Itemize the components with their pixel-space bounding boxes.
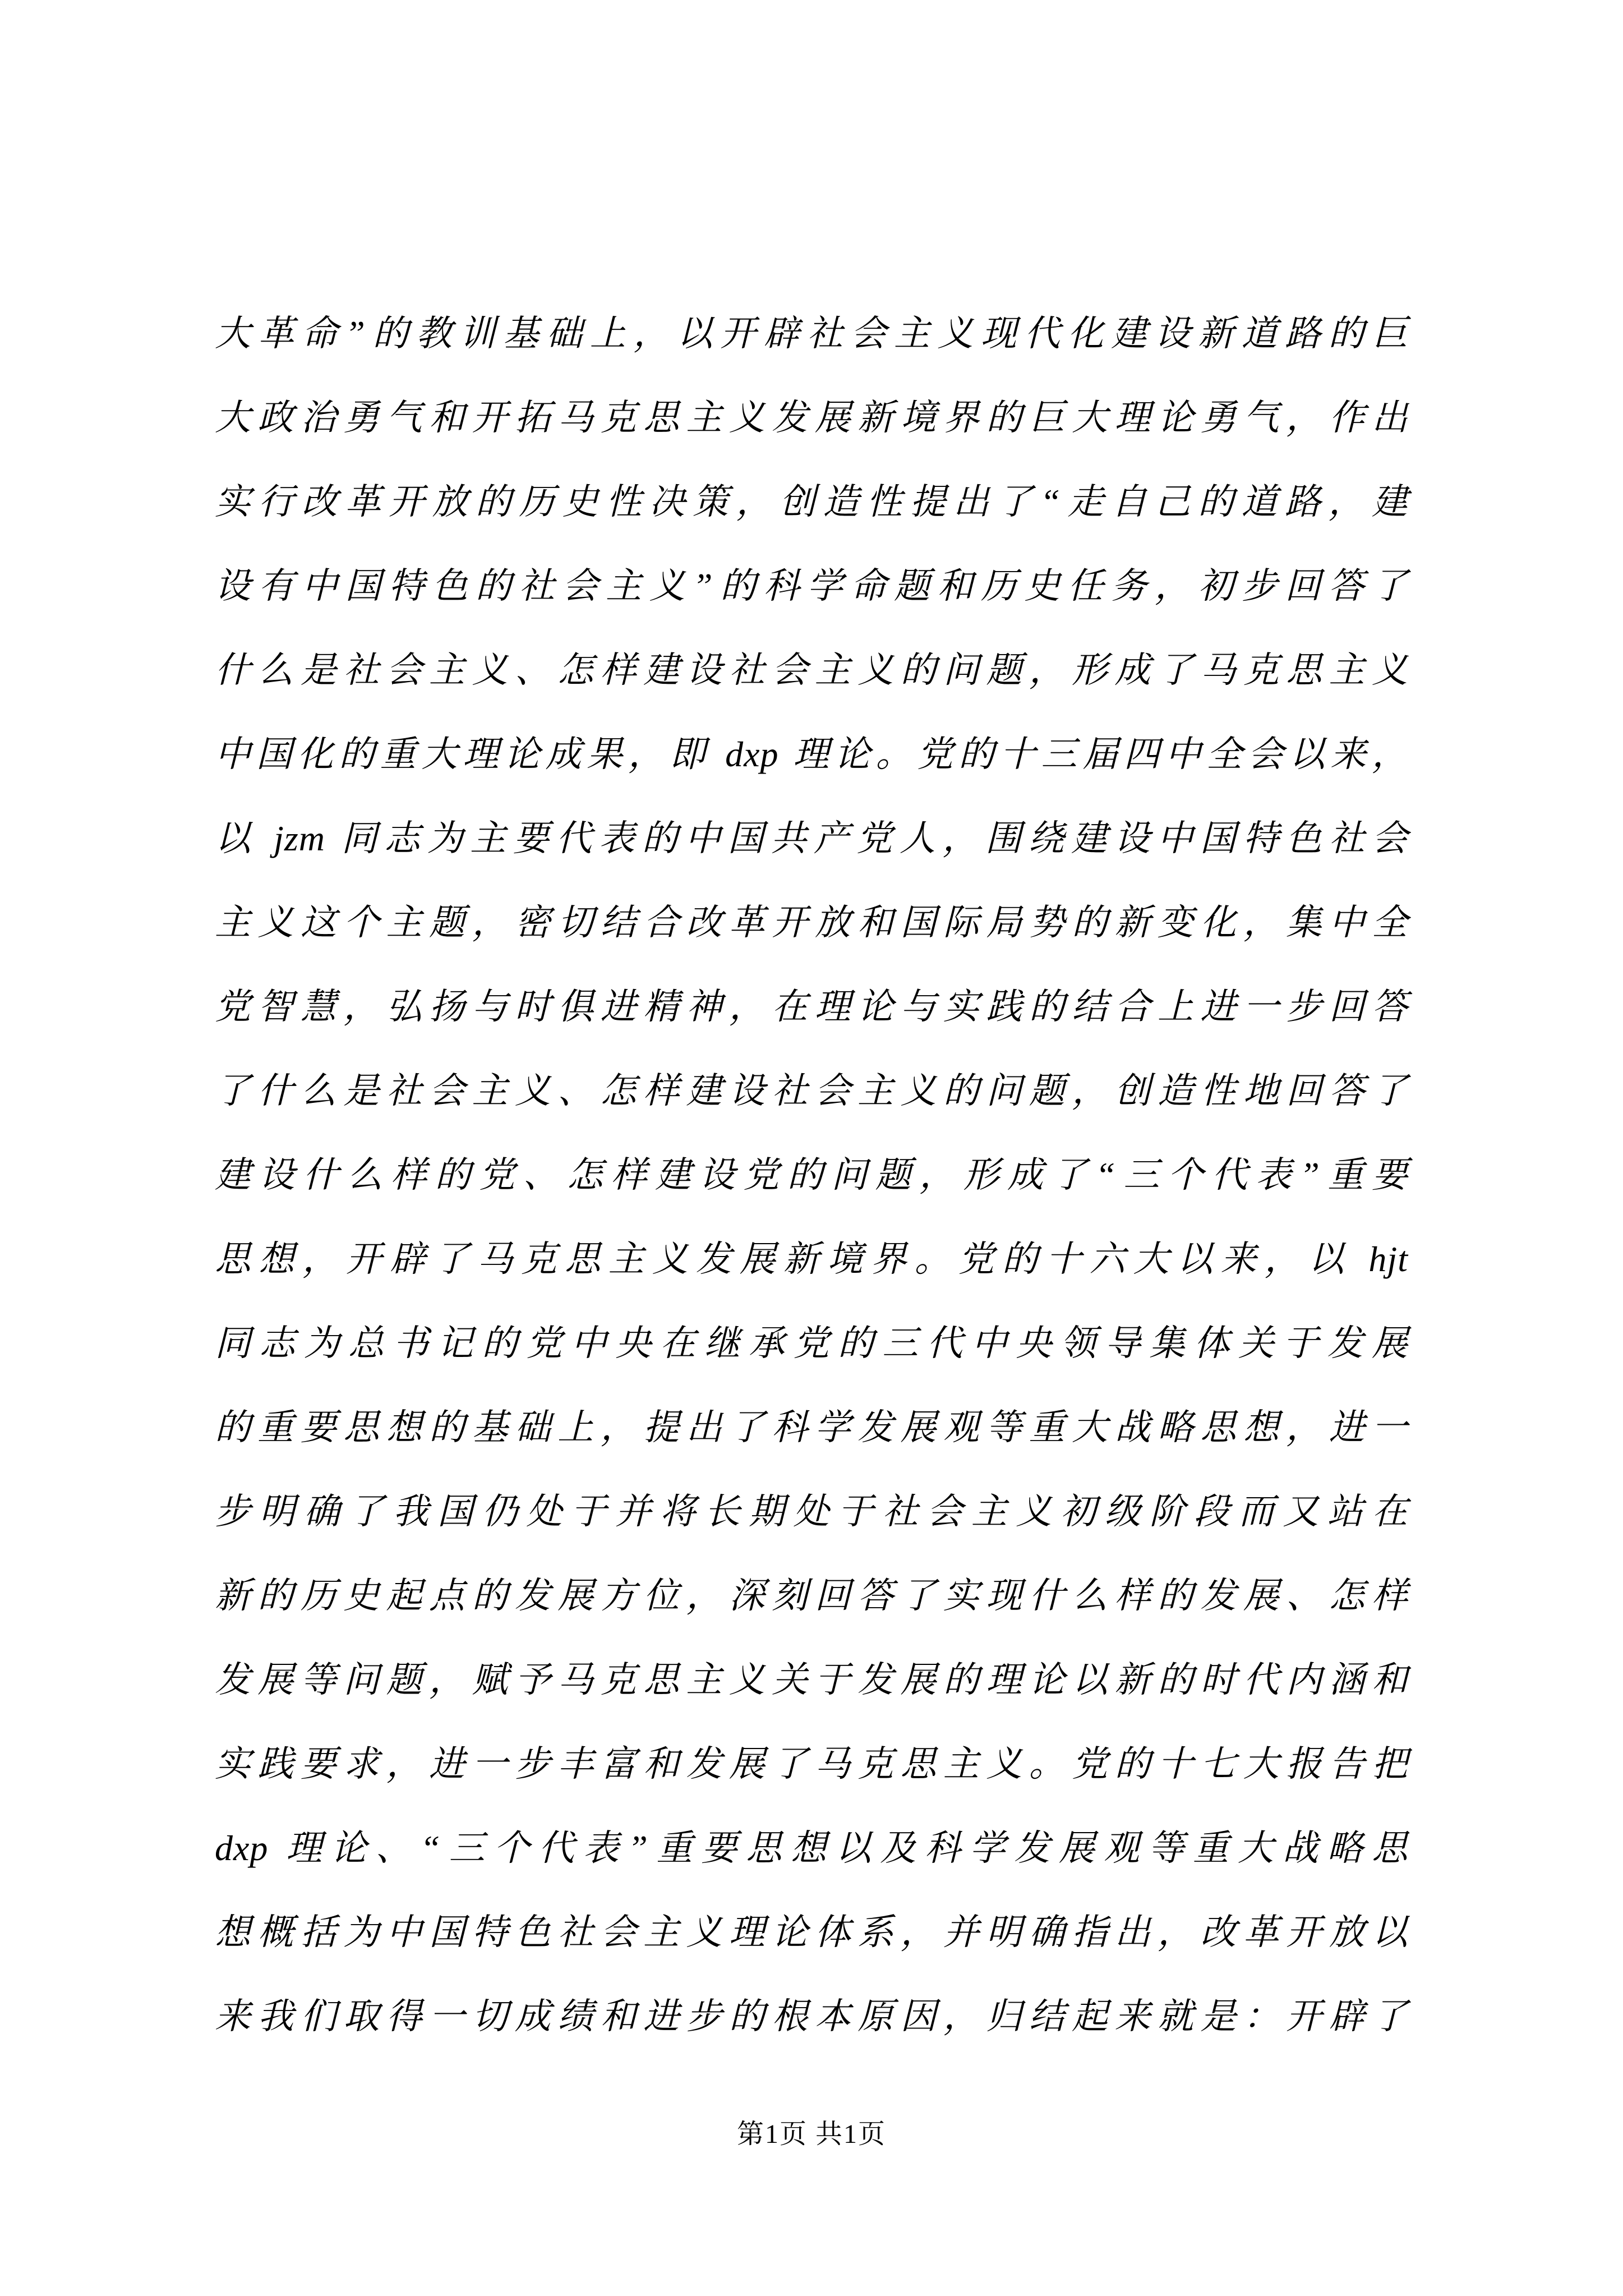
text-line: 了什么是社会主义、怎样建设社会主义的问题，创造性地回答了 <box>215 1071 1408 1111</box>
text-line: 建设什么样的党、怎样建设党的问题，形成了“三个代表”重要 <box>215 1155 1408 1195</box>
text-line: 新的历史起点的发展方位，深刻回答了实现什么样的发展、怎样 <box>215 1576 1408 1616</box>
page-footer <box>0 2115 1623 2154</box>
document-body <box>215 292 1408 2059</box>
text-line: 大革命”的教训基础上，以开辟社会主义现代化建设新道路的巨 <box>215 314 1408 353</box>
text-line: 步明确了我国仍处于并将长期处于社会主义初级阶段而又站在 <box>215 1492 1408 1531</box>
text-line: 思想，开辟了马克思主义发展新境界。党的十六大以来，以 hjt <box>215 1239 1408 1279</box>
text-line: 想概括为中国特色社会主义理论体系，并明确指出，改革开放以 <box>215 1912 1408 1952</box>
text-line: 实践要求，进一步丰富和发展了马克思主义。党的十七大报告把 <box>215 1744 1408 1784</box>
text-line: 的重要思想的基础上，提出了科学发展观等重大战略思想，进一 <box>215 1407 1408 1447</box>
text-line: 党智慧，弘扬与时俱进精神，在理论与实践的结合上进一步回答 <box>215 987 1408 1027</box>
text-line: 什么是社会主义、怎样建设社会主义的问题，形成了马克思主义 <box>215 650 1408 690</box>
text-line: 设有中国特色的社会主义”的科学命题和历史任务，初步回答了 <box>215 566 1408 606</box>
text-line: 发展等问题，赋予马克思主义关于发展的理论以新的时代内涵和 <box>215 1660 1408 1700</box>
page-number-label: 第1页 共1页 <box>736 2119 886 2149</box>
text-line: 大政治勇气和开拓马克思主义发展新境界的巨大理论勇气，作出 <box>215 398 1408 438</box>
text-line: 中国化的重大理论成果，即 dxp 理论。党的十三届四中全会以来， <box>215 734 1408 774</box>
text-line: 来我们取得一切成绩和进步的根本原因，归结起来就是：开辟了 <box>215 1996 1408 2036</box>
text-line: 同志为总书记的党中央在继承党的三代中央领导集体关于发展 <box>215 1323 1408 1363</box>
text-line: 实行改革开放的历史性决策，创造性提出了“走自己的道路，建 <box>215 482 1408 522</box>
text-line: 以 jzm 同志为主要代表的中国共产党人，围绕建设中国特色社会 <box>215 818 1408 858</box>
text-line: 主义这个主题，密切结合改革开放和国际局势的新变化，集中全 <box>215 903 1408 942</box>
text-line: dxp 理论、“三个代表”重要思想以及科学发展观等重大战略思 <box>215 1828 1408 1868</box>
